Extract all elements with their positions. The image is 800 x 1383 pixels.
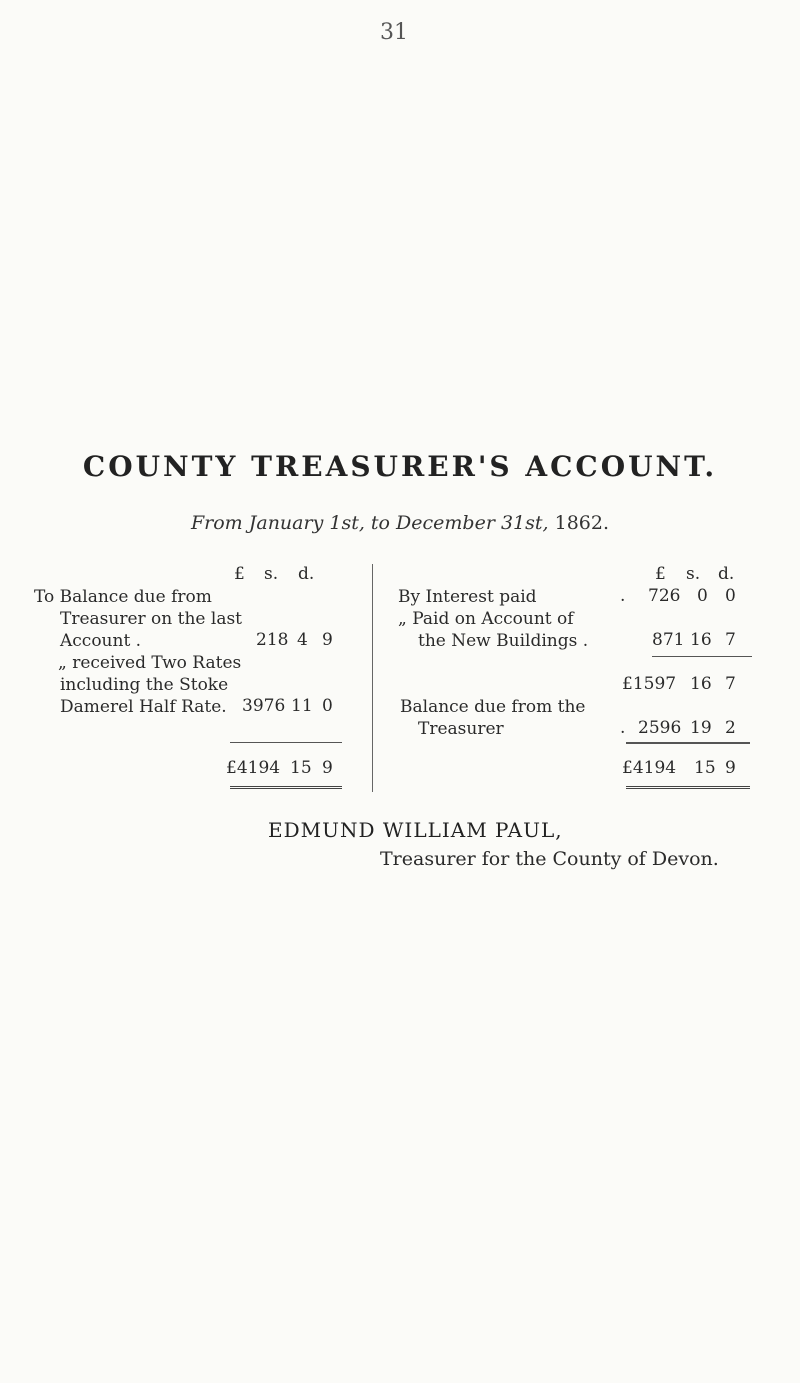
debit-entry-1-pounds: 218: [256, 630, 289, 650]
page-number: 31: [380, 20, 408, 45]
account-period: [0, 512, 800, 534]
credit-total-pence: 9: [725, 758, 736, 778]
credit-total-shillings: 15: [694, 758, 716, 778]
debit-total-pounds: £4194: [226, 758, 281, 778]
signature-title: Treasurer for the County of Devon.: [380, 848, 719, 870]
credit-line-1: By Interest paid: [398, 587, 537, 607]
credit-entry-4-shillings: 19: [690, 718, 712, 738]
debit-entry-1-pence: 9: [322, 630, 333, 650]
credit-entry-2-pence: 7: [725, 630, 736, 650]
page-title: COUNTY TREASURER'S ACCOUNT.: [82, 450, 718, 483]
debit-entry-1-shillings: 4: [297, 630, 308, 650]
credit-double-rule: [626, 786, 750, 789]
debit-header-pence: d.: [298, 564, 315, 584]
subtitle-year: 1862.: [554, 512, 610, 534]
debit-entry-2-pence: 0: [322, 696, 333, 716]
credit-entry-1-dot: .: [620, 586, 626, 606]
debit-line-3: Account .: [60, 631, 142, 651]
credit-header-shillings: s.: [686, 564, 701, 584]
credit-entry-4-pence: 2: [725, 718, 736, 738]
subtitle-start: January 1st,: [248, 512, 365, 534]
credit-line-2: „ Paid on Account of: [398, 609, 574, 629]
credit-entry-4-pounds: 2596: [638, 718, 682, 738]
subtitle-end: December 31st,: [396, 512, 549, 534]
subtitle-from: From: [190, 512, 243, 534]
debit-total-rule: [230, 742, 342, 743]
credit-entry-4-dot: .: [620, 718, 626, 738]
debit-entry-2-shillings: 11: [291, 696, 313, 716]
credit-entry-1-shillings: 0: [697, 586, 708, 606]
credit-entry-2-shillings: 16: [690, 630, 712, 650]
debit-line-4: „ received Two Rates: [58, 653, 242, 673]
credit-total-pounds: £4194: [622, 758, 677, 778]
credit-entry-2-pounds: 871: [652, 630, 685, 650]
debit-line-1: To Balance due from: [34, 587, 212, 607]
credit-entry-1-pence: 0: [725, 586, 736, 606]
credit-header-pounds: £: [655, 564, 666, 584]
debit-line-6: Damerel Half Rate.: [60, 697, 227, 717]
debit-header-pounds: £: [234, 564, 245, 584]
credit-line-4: Balance due from the: [400, 697, 586, 717]
credit-subtotal-rule: [652, 656, 752, 657]
credit-line-5: Treasurer: [418, 719, 504, 739]
subtitle-to: to: [370, 512, 390, 534]
debit-header-shillings: s.: [264, 564, 279, 584]
debit-total-shillings: 15: [290, 758, 312, 778]
debit-entry-2-pounds: 3976: [242, 696, 286, 716]
signature-name: EDMUND WILLIAM PAUL,: [268, 818, 563, 842]
credit-entry-1-pounds: 726: [648, 586, 681, 606]
credit-subtotal-pounds: £1597: [622, 674, 677, 694]
debit-line-2: Treasurer on the last: [60, 609, 243, 629]
credit-total-rule: [626, 742, 750, 744]
debit-line-5: including the Stoke: [60, 675, 229, 695]
credit-header-pence: d.: [718, 564, 735, 584]
credit-subtotal-shillings: 16: [690, 674, 712, 694]
credit-line-3: the New Buildings .: [418, 631, 589, 651]
credit-subtotal-pence: 7: [725, 674, 736, 694]
debit-total-pence: 9: [322, 758, 333, 778]
debit-double-rule: [230, 786, 342, 789]
column-divider: [372, 564, 373, 792]
